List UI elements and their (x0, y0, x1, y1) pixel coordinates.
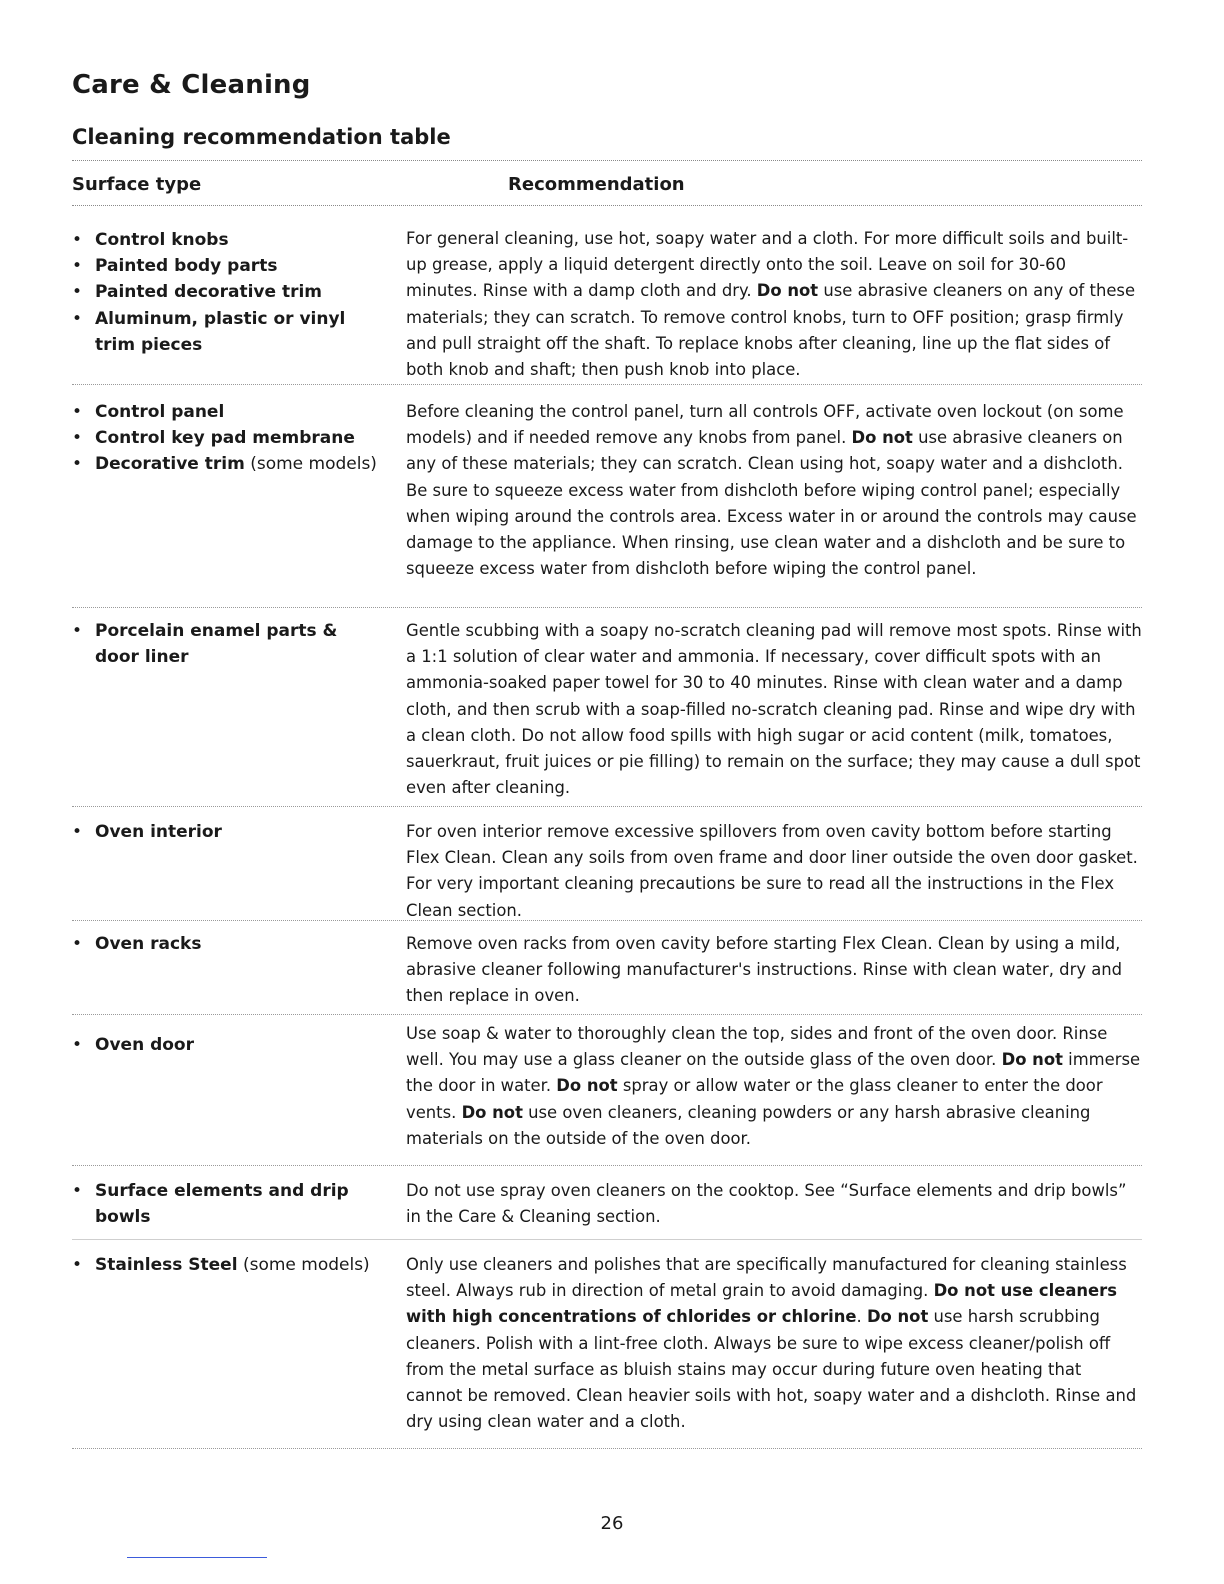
surface-name: Surface elements and drip bowls (95, 1181, 349, 1228)
cleaning-recommendation-table (72, 160, 1142, 1449)
recommendation-text: Gentle scubbing with a soapy no-scratch cleaning pad will remove most spots. Rinse with a 1:1 solution of clear water and ammonia. If necessary, cover difficult spots with an ammonia-soaked paper towel for 30 to 40 minutes. Rinse with clean water and a damp cloth, and then scrub with a soap-filled no-scratch cleaning pad. Rinse and wipe dry with a clean cloth. Do not allow food spills with high sugar or acid content (milk, tomatoes, sauerkraut, fruit juices or pie filling) to remain on the surface; they may cause a dull spot even after cleaning. (406, 621, 1142, 798)
bullet-icon: • (72, 308, 83, 329)
table-row (72, 206, 1142, 385)
surface-name: Aluminum, plastic or vinyl trim pieces (95, 308, 346, 355)
surface-type-list (72, 931, 382, 957)
table-row (72, 608, 1142, 807)
recommendation-header: Recommendation (508, 174, 685, 195)
surface-name: Oven door (95, 1035, 194, 1055)
bullet-icon: • (72, 621, 83, 641)
surface-name: Control panel (95, 402, 225, 422)
surface-type-item (72, 819, 382, 845)
surface-name: Oven interior (95, 822, 222, 842)
emphasis-text: Do not (756, 281, 819, 301)
recommendation-text: Before cleaning the control panel, turn all controls OFF, activate oven lockout (on some models) and if needed remove any knobs from panel. Do not use abrasive cleaners on any of these materials; they can scratch. Clean using hot, soapy water and a dishcloth. Be sure to squeeze excess water from dishcloth before wiping control panel; especially when wiping around the controls area. Excess water in or around the controls may cause damage to the appliance. When rinsing, use clean water and a dishcloth and be sure to squeeze excess water from dishcloth before wiping the control panel. (406, 402, 1137, 579)
table-row (72, 1015, 1142, 1166)
surface-type-list (72, 819, 382, 845)
table-body (72, 206, 1142, 1449)
recommendation-text: For oven interior remove excessive spillovers from oven cavity bottom before starting Flex Clean. Clean any soils from oven frame and door liner outside the oven door gasket. For very important cleaning precautions be sure to read all the instructions in the Flex Clean section. (406, 822, 1138, 920)
surface-name: Oven racks (95, 934, 202, 954)
surface-type-item (72, 306, 382, 358)
page-number: 26 (600, 1513, 624, 1534)
surface-type-item (72, 618, 382, 670)
surface-name: Stainless Steel (95, 1255, 238, 1275)
surface-type-item (72, 1252, 382, 1278)
recommendation-text: Remove oven racks from oven cavity before starting Flex Clean. Clean by using a mild, abrasive cleaner following manufacturer's instructions. Rinse with clean water, dry and then replace in oven. (406, 934, 1123, 1006)
bullet-icon: • (72, 1035, 83, 1055)
table-row (72, 1240, 1142, 1449)
section-title: Cleaning recommendation table (72, 125, 451, 149)
surface-name: Control knobs (95, 230, 229, 250)
bullet-icon: • (72, 428, 83, 449)
recommendation-text: For general cleaning, use hot, soapy water and a cloth. For more difficult soils and built-up grease, apply a liquid detergent directly onto the soil. Leave on soil for 30-60 minutes. Rinse with a damp cloth and dry. Do not use abrasive cleaners on any of these materials; they can scratch. To remove control knobs, turn to OFF position; grasp firmly and pull straight off the shaft. To replace knobs after cleaning, line up the flat sides of both knob and shaft; then push knob into place. (406, 229, 1136, 380)
emphasis-text: Do not (556, 1076, 618, 1096)
recommendation-text: Only use cleaners and polishes that are specifically manufactured for cleaning stainless steel. Always rub in direction of metal grain to avoid damaging. Do not use cleaners with high concentrations of chlorides or chlorine. Do not use harsh scrubbing cleaners. Polish with a lint-free cloth. Always be sure to wipe excess cleaner/polish off from the metal surface as bluish stains may occur during future oven heating that cannot be removed. Clean heavier soils with hot, soapy water and a dishcloth. Rinse and dry using clean water and a cloth. (406, 1255, 1137, 1432)
bullet-icon: • (72, 256, 83, 277)
surface-note: (some models) (237, 1255, 370, 1275)
surface-type-item (72, 425, 382, 451)
surface-type-list (72, 1032, 382, 1058)
table-row (72, 385, 1142, 608)
surface-type-list (72, 618, 382, 670)
emphasis-text: Do not (866, 1307, 929, 1327)
bullet-icon: • (72, 1255, 83, 1275)
recommendation-text: Do not use spray oven cleaners on the cooktop. See “Surface elements and drip bowls” in the Care & Cleaning section. (406, 1181, 1127, 1227)
table-row (72, 1166, 1142, 1240)
surface-type-list (72, 1178, 382, 1230)
surface-type-list (72, 399, 382, 478)
surface-type-item (72, 279, 382, 305)
surface-type-item (72, 451, 382, 477)
footer-link-line (127, 1557, 267, 1558)
table-header-row (72, 161, 1142, 206)
table-row (72, 921, 1142, 1015)
bullet-icon: • (72, 282, 83, 303)
surface-type-item (72, 1032, 382, 1058)
surface-type-item (72, 931, 382, 957)
surface-type-item (72, 253, 382, 279)
bullet-icon: • (72, 934, 83, 954)
surface-type-list (72, 1252, 382, 1278)
emphasis-text: Do not (1001, 1050, 1063, 1070)
emphasis-text: Do not (461, 1102, 523, 1122)
surface-type-header: Surface type (72, 174, 202, 195)
surface-name: Decorative trim (95, 454, 245, 475)
bullet-icon: • (72, 1181, 83, 1201)
page-title: Care & Cleaning (72, 70, 311, 100)
surface-type-item (72, 399, 382, 425)
emphasis-text: Do not (851, 428, 913, 448)
surface-name: Control key pad membrane (95, 428, 355, 449)
bullet-icon: • (72, 230, 83, 250)
emphasis-text: Do not use cleaners with high concentrations of chlorides or chlorine (406, 1281, 1118, 1327)
surface-type-item (72, 227, 382, 253)
surface-type-list (72, 227, 382, 358)
surface-name: Porcelain enamel parts & door liner (95, 621, 338, 668)
surface-name: Painted decorative trim (95, 282, 322, 303)
bullet-icon: • (72, 822, 83, 842)
bullet-icon: • (72, 454, 83, 475)
surface-name: Painted body parts (95, 256, 278, 277)
surface-note: (some models) (244, 454, 377, 475)
table-row (72, 807, 1142, 921)
bullet-icon: • (72, 402, 83, 422)
recommendation-text: Use soap & water to thoroughly clean the top, sides and front of the oven door. Rinse well. You may use a glass cleaner on the outside glass of the oven door. Do not immerse the door in water. Do not spray or allow water or the glass cleaner to enter the door vents. Do not use oven cleaners, cleaning powders or any harsh abrasive cleaning materials on the outside of the oven door. (406, 1024, 1141, 1148)
surface-type-item (72, 1178, 382, 1230)
